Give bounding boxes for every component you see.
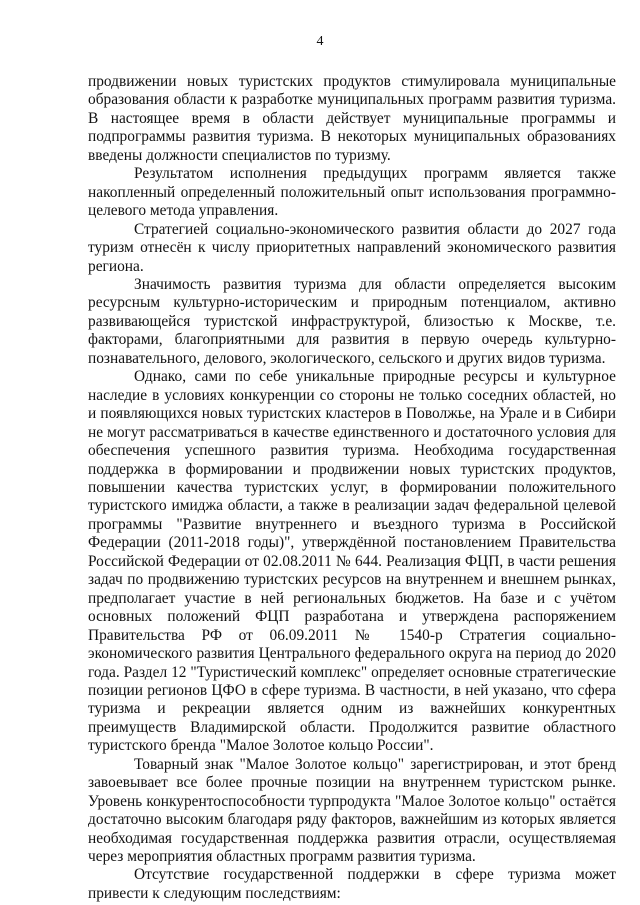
paragraph-consequences: Отсутствие государственной поддержки в сфере туризма может привести к следующим последствиям:	[88, 866, 616, 902]
document-body	[88, 73, 616, 903]
paragraph-state-support: Однако, сами по себе уникальные природные ресурсы и культурное наследие в условиях конкуренции со стороны не только соседних областей, но и появляющихся новых туристских кластеров в Поволжье, на Урале и в Сибири не могут рассматриваться в качестве единственного и достаточного условия для обеспечения успешного развития туризма. Необходима государственная поддержка в формировании и продвижении новых туристских продуктов, повышении качества туристских услуг, в формировании положительного туристского имиджа области, а также в реализации задач федеральной целевой программы "Развитие внутреннего и въездного туризма в Российской Федерации (2011-2018 годы)", утверждённой постановлением Правительства Российской Федерации от 02.08.2011 № 644. Реализация ФЦП, в части решения задач по продвижению туристских ресурсов на внутреннем и внешнем рынках, предполагает участие в ней региональных бюджетов. На базе и с учётом основных положений ФЦП разработана и утверждена распоряжением Правительства РФ от 06.09.2011 № 1540-р Стратегия социально-экономического развития Центрального федерального округа на период до 2020 года. Раздел 12 "Туристический комплекс" определяет основные стратегические позиции регионов ЦФО в сфере туризма. В частности, в ней указано, что сфера туризма и рекреации является одним из важнейших конкурентных преимуществ Владимирской области. Продолжится развитие областного туристского бренда "Малое Золотое кольцо России".	[88, 368, 616, 755]
page-number: 4	[316, 34, 324, 49]
paragraph-trademark: Товарный знак "Малое Золотое кольцо" зарегистрирован, и этот бренд завоевывает все более прочные позиции на внутреннем туристском рынке. Уровень конкурентоспособности турпродукта "Малое Золотое кольцо" остаётся достаточно высоким благодаря ряду факторов, важнейшим из которых является необходимая государственная поддержка развития отрасли, осуществляемая через мероприятия областных программ развития туризма.	[88, 755, 616, 866]
paragraph-previous-programs: Результатом исполнения предыдущих программ является также накопленный определенный положительный опыт использования программно-целевого метода управления.	[88, 165, 616, 220]
paragraph-tourism-significance: Значимость развития туризма для области определяется высоким ресурсным культурно-историческим и природным потенциалом, активно развивающейся туристской инфраструктурой, близостью к Москве, т.е. факторами, благоприятными для развития в первую очередь культурно-познавательного, делового, экологического, сельского и других видов туризма.	[88, 275, 616, 367]
paragraph-strategy-2027: Стратегией социально-экономического развития области до 2027 года туризм отнесён к числу приоритетных направлений экономического развития региона.	[88, 220, 616, 275]
paragraph-continuation: продвижении новых туристских продуктов стимулировала муниципальные образования области к разработке муниципальных программ развития туризма. В настоящее время в области действует муниципальные программы и подпрограммы развития туризма. В некоторых муниципальных образованиях введены должности специалистов по туризму.	[88, 73, 616, 164]
